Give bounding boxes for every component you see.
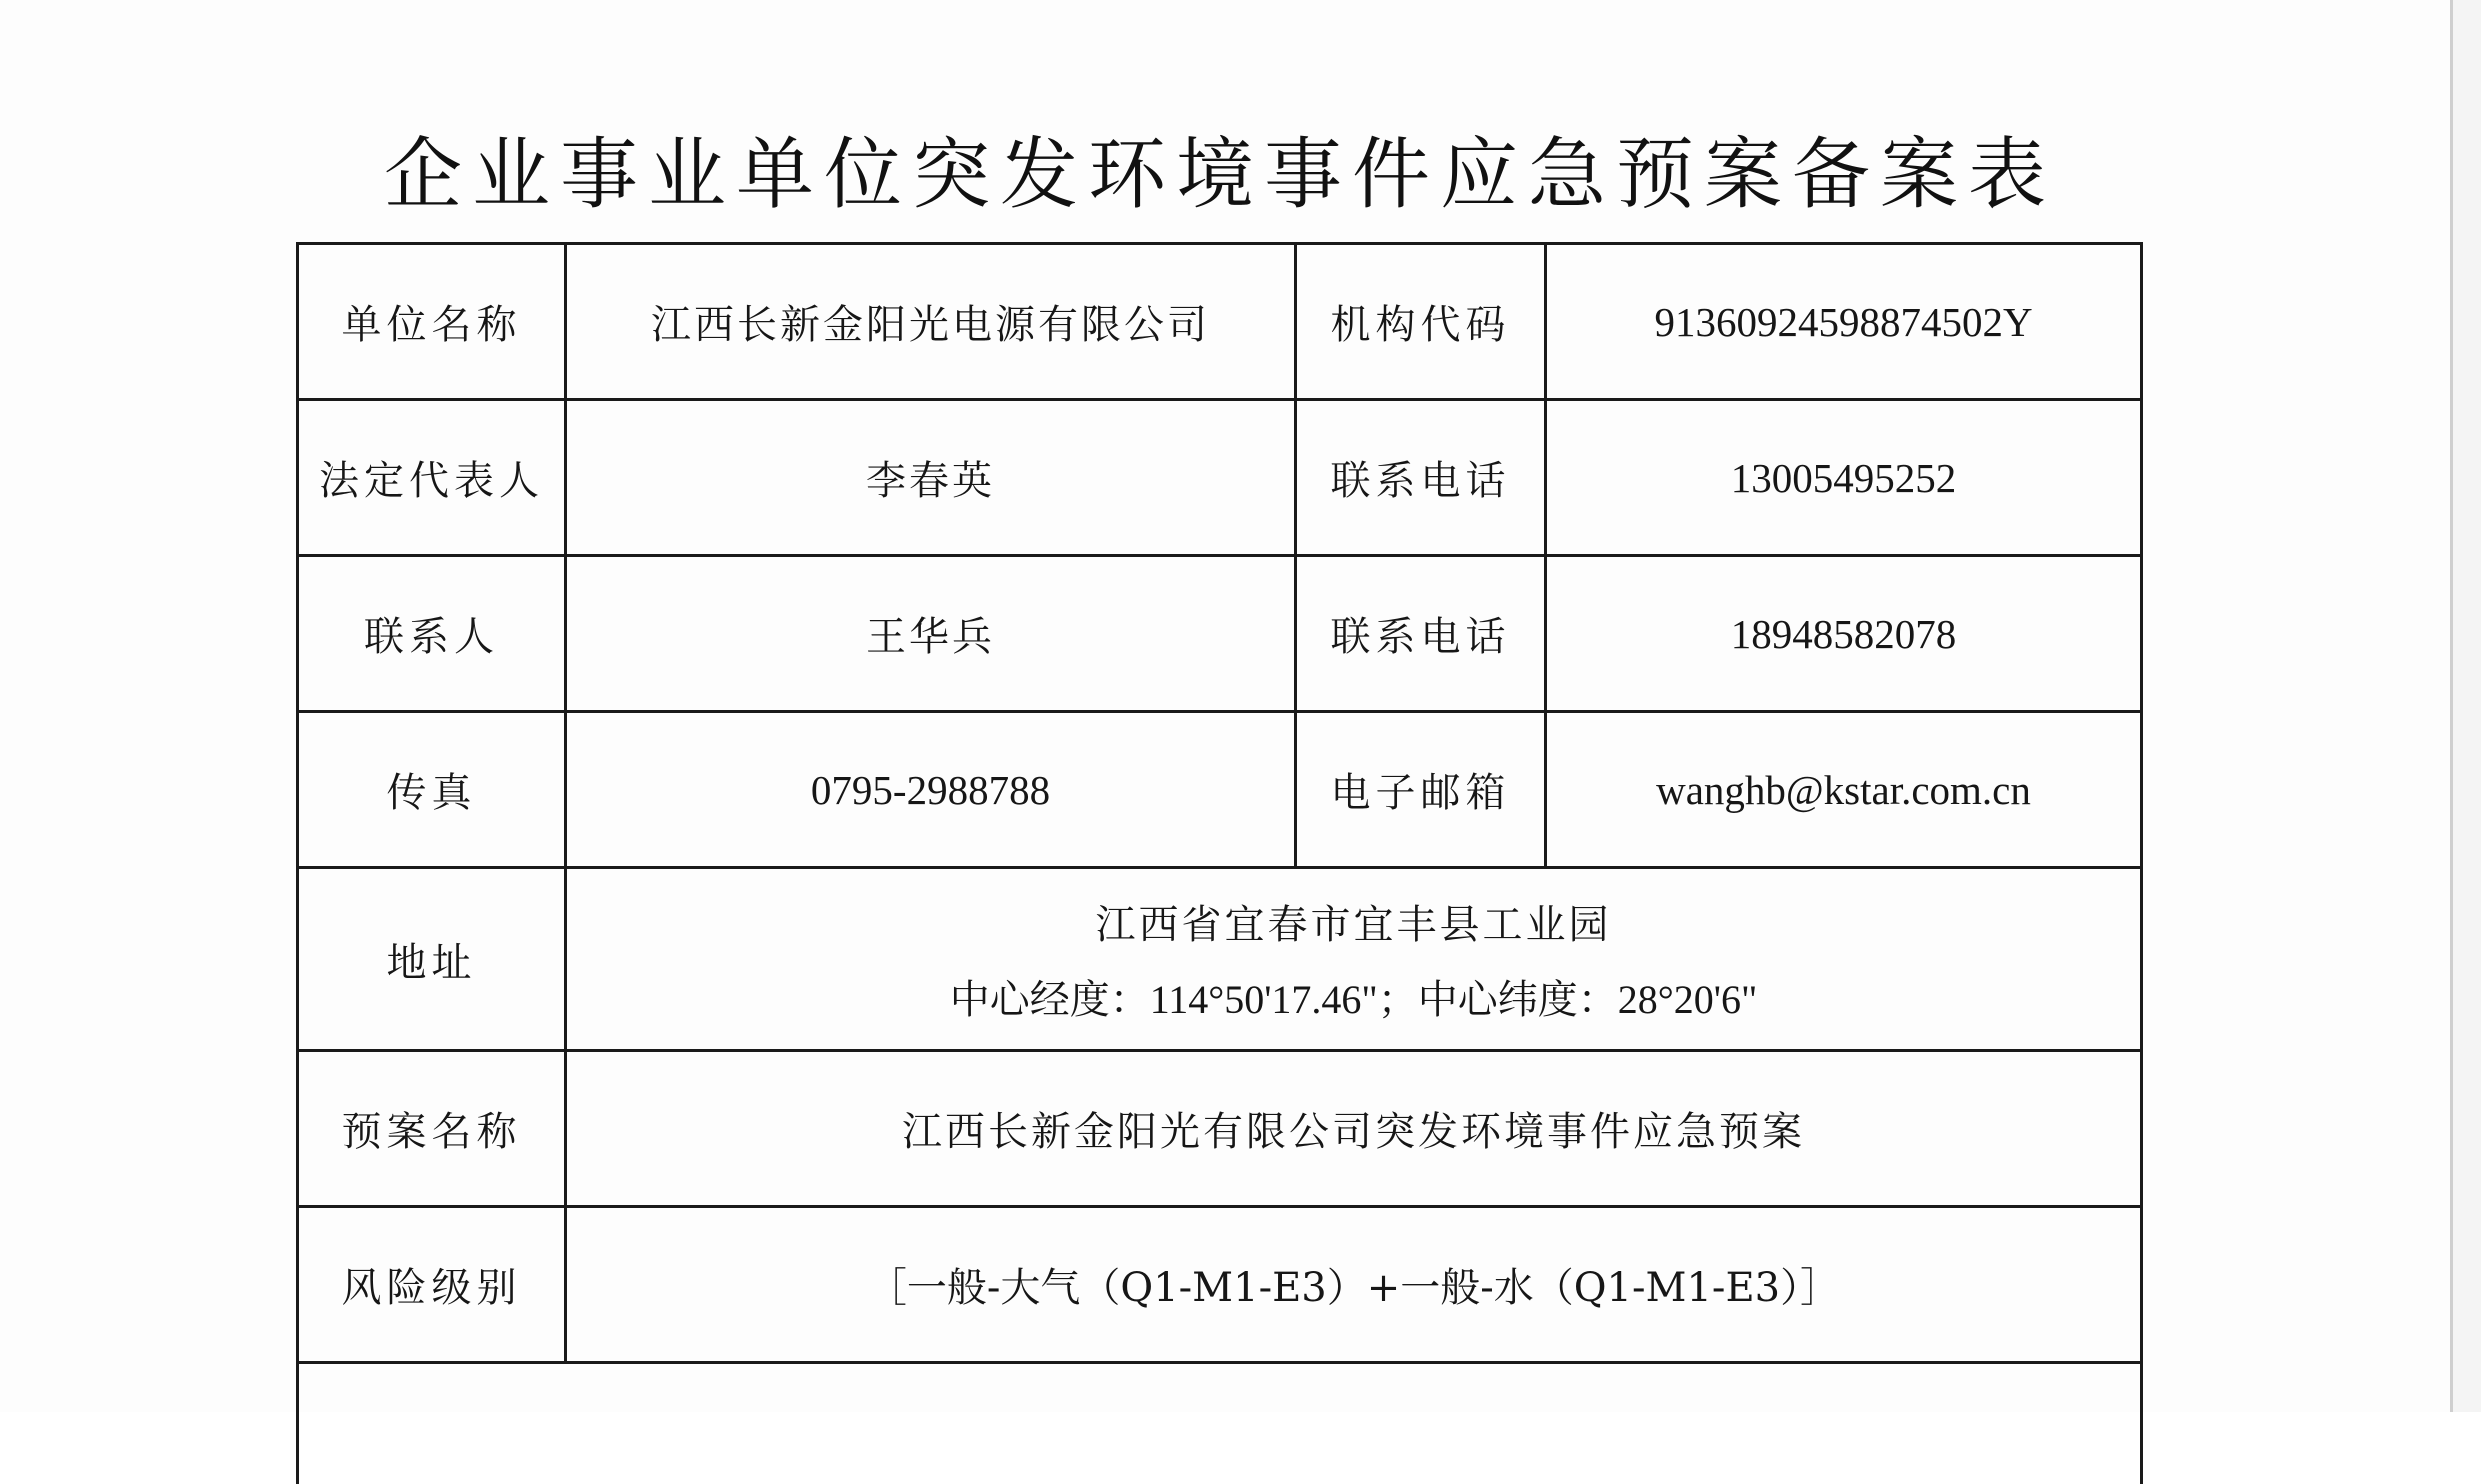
address-line: 江西省宜春市宜丰县工业园 <box>567 893 2140 950</box>
table-row <box>298 712 2142 868</box>
unit-name-label: 单位名称 <box>298 244 566 400</box>
address-label: 地址 <box>298 868 566 1051</box>
risk-level-label: 风险级别 <box>298 1207 566 1363</box>
address-value <box>566 868 2142 1051</box>
legal-rep-value: 李春英 <box>566 400 1296 556</box>
plan-name-value: 江西长新金阳光有限公司突发环境事件应急预案 <box>566 1051 2142 1207</box>
plan-name-label: 预案名称 <box>298 1051 566 1207</box>
contact-value: 王华兵 <box>566 556 1296 712</box>
email-label: 电子邮箱 <box>1296 712 1546 868</box>
page-title: 企业事业单位突发环境事件应急预案备案表 <box>0 112 2440 224</box>
email-value: wanghb@kstar.com.cn <box>1546 712 2142 868</box>
legal-rep-label: 法定代表人 <box>298 400 566 556</box>
table-row <box>298 1207 2142 1363</box>
phone-label: 联系电话 <box>1296 400 1546 556</box>
coordinates-line: 中心经度：114°50'17.46"；中心纬度：28°20'6" <box>567 968 2140 1025</box>
fax-value: 0795-2988788 <box>566 712 1296 868</box>
filing-form-table <box>296 242 2143 1484</box>
empty-row <box>298 1363 2142 1484</box>
table-row <box>298 244 2142 400</box>
fax-label: 传真 <box>298 712 566 868</box>
scan-edge <box>2450 0 2481 1412</box>
table-row <box>298 868 2142 1051</box>
org-code-value: 91360924598874502Y <box>1546 244 2142 400</box>
phone-value: 13005495252 <box>1546 400 2142 556</box>
unit-name-value: 江西长新金阳光电源有限公司 <box>566 244 1296 400</box>
risk-level-value: ［一般-大气（Q1-M1-E3）+一般-水（Q1-M1-E3）］ <box>566 1207 2142 1363</box>
table-row <box>298 1363 2142 1484</box>
contact-label: 联系人 <box>298 556 566 712</box>
contact-phone-label: 联系电话 <box>1296 556 1546 712</box>
table-row <box>298 556 2142 712</box>
table-row <box>298 1051 2142 1207</box>
table-row <box>298 400 2142 556</box>
contact-phone-value: 18948582078 <box>1546 556 2142 712</box>
org-code-label: 机构代码 <box>1296 244 1546 400</box>
